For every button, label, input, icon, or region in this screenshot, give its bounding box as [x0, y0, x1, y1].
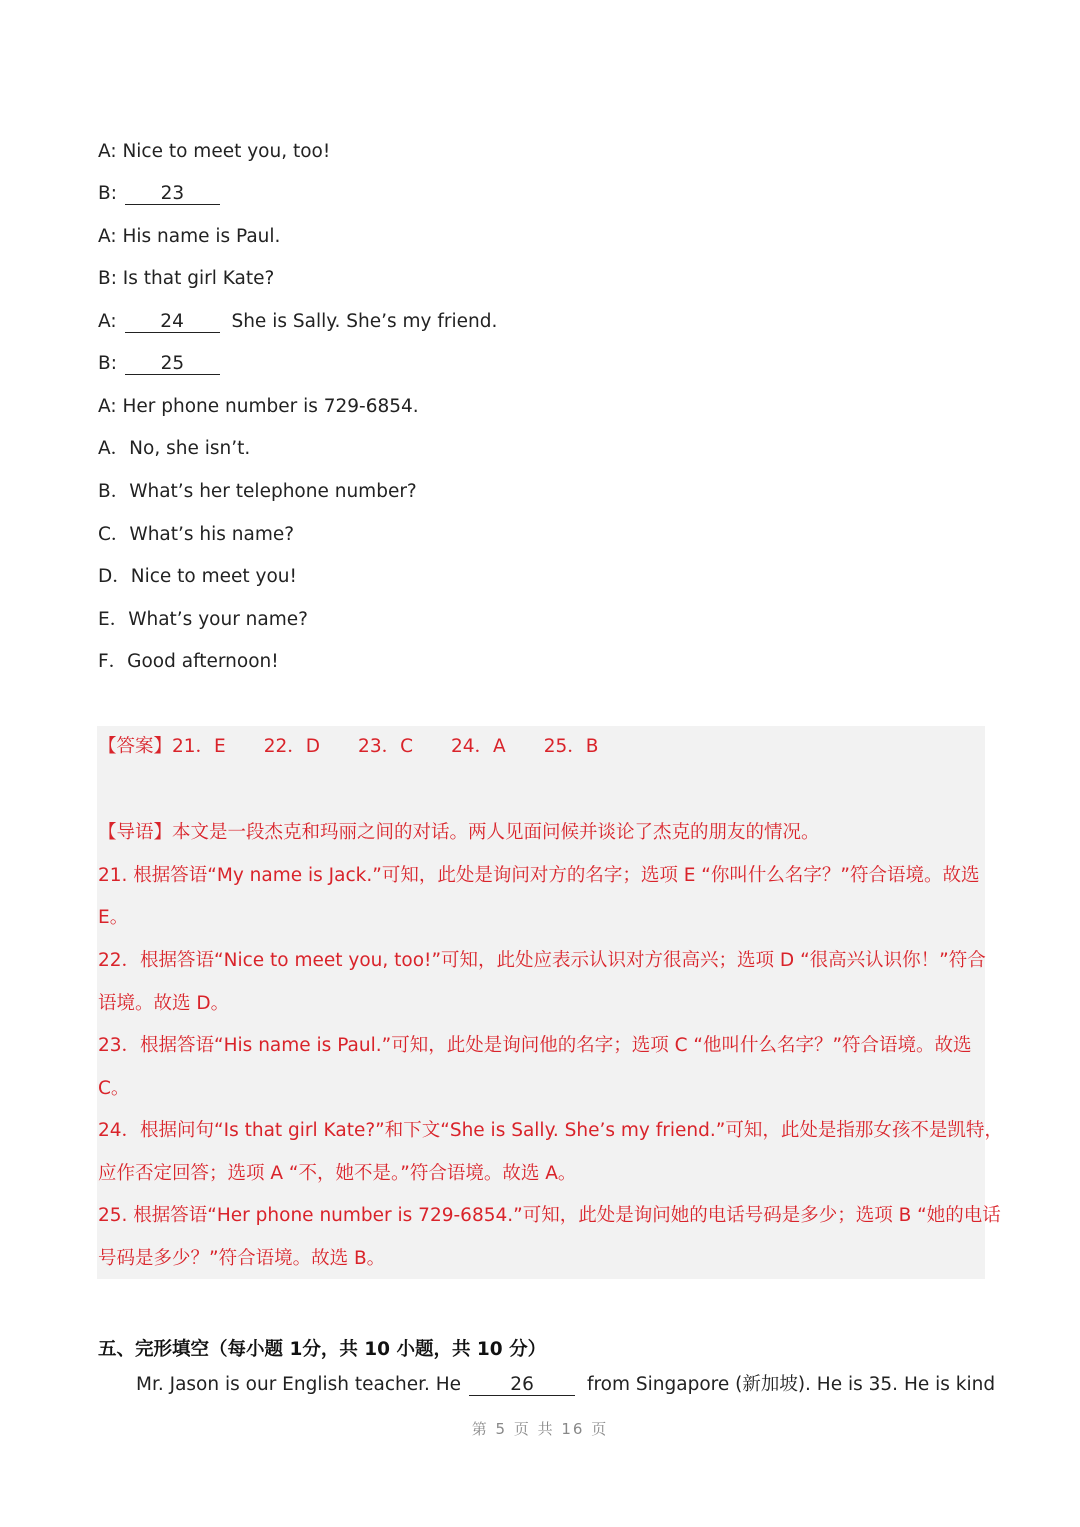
answer-label: 【答案】: [98, 736, 173, 757]
dialogue-line: A: Her phone number is 729-6854.: [98, 396, 419, 417]
option-d: D．Nice to meet you!: [98, 566, 297, 587]
cloze-text-line: [136, 1373, 995, 1397]
blank-23: 23: [125, 184, 220, 205]
answer-item: 24．A: [451, 736, 506, 757]
cloze-text: Mr. Jason is our English teacher. He: [136, 1374, 462, 1395]
option-a: A．No, she isn’t.: [98, 438, 251, 459]
dialogue-line: [98, 352, 226, 376]
answer-item: 21．E: [172, 736, 226, 757]
guide-line: [98, 821, 820, 845]
dialogue-text: She is Sally. She’s my friend.: [231, 311, 498, 332]
explanation-line: 23．根据答语“His name is Paul.”可知，此处是询问他的名字；选项 C “他叫什么名字？”符合语境。故选: [98, 1035, 972, 1056]
dialogue-line: A: Nice to meet you, too!: [98, 141, 331, 162]
option-b: B．What’s her telephone number?: [98, 481, 417, 502]
option-f: F．Good afternoon!: [98, 651, 279, 672]
blank-26: 26: [469, 1375, 575, 1396]
option-c: C．What’s his name?: [98, 524, 295, 545]
page-number: 第 5 页 共 16 页: [471, 1420, 609, 1438]
speaker-label: A:: [98, 311, 117, 332]
answer-panel: [97, 726, 985, 1279]
dialogue-line: [98, 182, 226, 206]
answer-line: [98, 735, 636, 759]
explanation-line: 应作否定回答；选项 A “不，她不是。”符合语境。故选 A。: [98, 1163, 577, 1184]
guide-text: 本文是一段杰克和玛丽之间的对话。两人见面问候并谈论了杰克的朋友的情况。: [172, 822, 820, 843]
explanation-line: 号码是多少？”符合语境。故选 B。: [98, 1248, 386, 1269]
section-title: 五、完形填空（每小题 1分，共 10 小题，共 10 分）: [98, 1339, 547, 1360]
explanation-line: 21. 根据答语“My name is Jack.”可知，此处是询问对方的名字；选项 E “你叫什么名字？”符合语境。故选: [98, 865, 980, 886]
dialogue-line: [98, 310, 497, 334]
dialogue-line: B: Is that girl Kate?: [98, 268, 275, 289]
answer-item: 25．B: [543, 736, 599, 757]
dialogue-line: A: His name is Paul.: [98, 226, 281, 247]
option-e: E．What’s your name?: [98, 609, 308, 630]
speaker-label: B:: [98, 353, 117, 374]
explanation-line: 语境。故选 D。: [98, 993, 230, 1014]
cloze-text: from Singapore (新加坡). He is 35. He is kind: [586, 1374, 996, 1395]
explanation-line: 25. 根据答语“Her phone number is 729-6854.”可知，此处是询问她的电话号码是多少；选项 B “她的电话: [98, 1205, 1001, 1226]
answer-item: 23．C: [358, 736, 414, 757]
answer-item: 22．D: [263, 736, 321, 757]
guide-label: 【导语】: [98, 822, 173, 843]
explanation-line: 22．根据答语“Nice to meet you, too!”可知，此处应表示认识对方很高兴；选项 D “很高兴认识你！”符合: [98, 950, 986, 971]
speaker-label: B:: [98, 183, 117, 204]
blank-24: 24: [125, 312, 220, 333]
explanation-line: 24．根据问句“Is that girl Kate?”和下文“She is Sally. She’s my friend.”可知，此处是指那女孩不是凯特，: [98, 1120, 1003, 1141]
explanation-line: C。: [98, 1078, 130, 1099]
blank-25: 25: [125, 354, 220, 375]
explanation-line: E。: [98, 907, 129, 928]
